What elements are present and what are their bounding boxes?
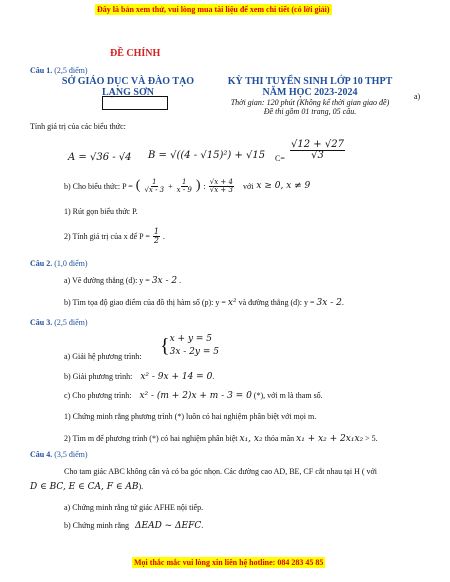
q2-a: a) Vẽ đường thẳng (d): y = 3x - 2 . <box>64 276 182 286</box>
frac3-den: √x + 3 <box>209 185 233 194</box>
expr-c-label: C= <box>275 154 285 163</box>
province-name: LẠNG SƠN <box>102 87 154 98</box>
part2-label: 2) Tính giá trị của x để P = <box>64 232 150 241</box>
system-eq2: 3x - 2y = 5 <box>169 347 219 357</box>
part2-den: 2 <box>153 236 159 245</box>
exam-title: KỲ THI TUYỂN SINH LỚP 10 THPT <box>227 76 393 87</box>
frac2-den: x - 9 <box>176 185 192 194</box>
expr-c-num: √12 + √27 <box>291 139 344 150</box>
top-banner: Đây là bản xem thử, vui lòng mua tài liệu để xem chi tiết (có lời giải) <box>97 5 330 14</box>
q1-title: Câu 1. (2,5 điểm) <box>30 66 88 75</box>
expr-a: A = √36 - √4 <box>68 152 132 163</box>
header-right <box>220 76 400 116</box>
department-name: SỞ GIÁO DỤC VÀ ĐÀO TẠO <box>61 76 195 87</box>
expr-c-den: √3 <box>311 150 324 161</box>
official-box <box>102 96 168 110</box>
q4-prompt: Cho tam giác ABC không cân và có ba góc nhọn. Các đường cao AD, BE, CF cắt nhau tại H ( với <box>64 467 377 476</box>
system-brace: { <box>160 335 170 357</box>
exam-pages: Đề thi gồm 01 trang, 05 câu. <box>263 107 357 116</box>
q4-prompt2: D ∈ BC, E ∈ CA, F ∈ AB). <box>30 482 144 492</box>
q1-part1: 1) Rút gọn biểu thức P. <box>64 207 138 216</box>
cond-expr: x ≥ 0, x ≠ 9 <box>256 181 311 191</box>
frac1-den: √x - 3 <box>144 185 165 194</box>
cond-word: với <box>242 181 254 191</box>
q3-system <box>160 333 219 359</box>
q1-part-b: b) Cho biểu thức: P = ( $\frac{1}{√x - 3}$ + $\frac{1}{x - 9}$ ) : $\frac{√x + 4}{√x + 3}$ với x ≥ 0, x ≠ 9 <box>64 177 311 194</box>
q2-b: b) Tìm tọa độ giao điểm của đồ thị hàm số (p): y = x² và đường thẳng (d): y = 3x - 2. <box>64 298 344 308</box>
side-label: a) <box>414 92 421 101</box>
q3-c: c) Cho phương trình: x² - (m + 2)x + m - 3 = 0 (*), với m là tham số. <box>64 391 323 401</box>
q3-c1: 1) Chứng minh rằng phương trình (*) luôn có hai nghiệm phân biệt với mọi m. <box>64 412 317 421</box>
q4-title: Câu 4. (3,5 điểm) <box>30 450 88 459</box>
expr-c <box>290 140 345 161</box>
q3-a-label: a) Giải hệ phương trình: <box>64 352 142 361</box>
school-year: NĂM HỌC 2023-2024 <box>262 87 358 98</box>
q1-part2: 2) Tính giá trị của x để P = $\frac{1}{2}$ . <box>64 227 165 245</box>
q3-b: b) Giải phương trình: x² - 9x + 14 = 0. <box>64 372 215 382</box>
frac1-num: 1 <box>152 177 157 186</box>
q4-a: a) Chứng minh rằng tứ giác AFHE nội tiếp. <box>64 503 204 512</box>
q3-title: Câu 3. (2,5 điểm) <box>30 318 88 327</box>
part2-num: 1 <box>153 227 159 236</box>
header-left <box>58 76 198 98</box>
frac3-num: √x + 4 <box>209 177 233 186</box>
q3-c2: 2) Tìm m để phương trình (*) có hai nghiệm phân biệt x₁, x₂ thỏa mãn x₁ + x₂ + 2x₁x₂ > 5. <box>64 434 378 444</box>
system-eq1: x + y = 5 <box>169 334 213 344</box>
bottom-banner: Mọi thắc mắc vui lòng xin liên hệ hotline: 084 283 45 85 <box>134 558 324 567</box>
expr-b: B = √((4 - √15)²) + √15 <box>148 150 266 161</box>
frac2-num: 1 <box>182 177 187 186</box>
q2-title: Câu 2. (1,0 điểm) <box>30 259 88 268</box>
exam-time: Thời gian: 120 phút (Không kể thời gian giao đề) <box>230 98 390 107</box>
q1-prompt: Tính giá trị của các biểu thức: <box>30 122 126 131</box>
q4-b: b) Chứng minh rằng ΔEAD ~ ΔEFC. <box>64 521 204 531</box>
official-label: ĐỀ CHÍNH <box>110 48 161 59</box>
part-b-label: b) Cho biểu thức: P = <box>64 181 133 191</box>
